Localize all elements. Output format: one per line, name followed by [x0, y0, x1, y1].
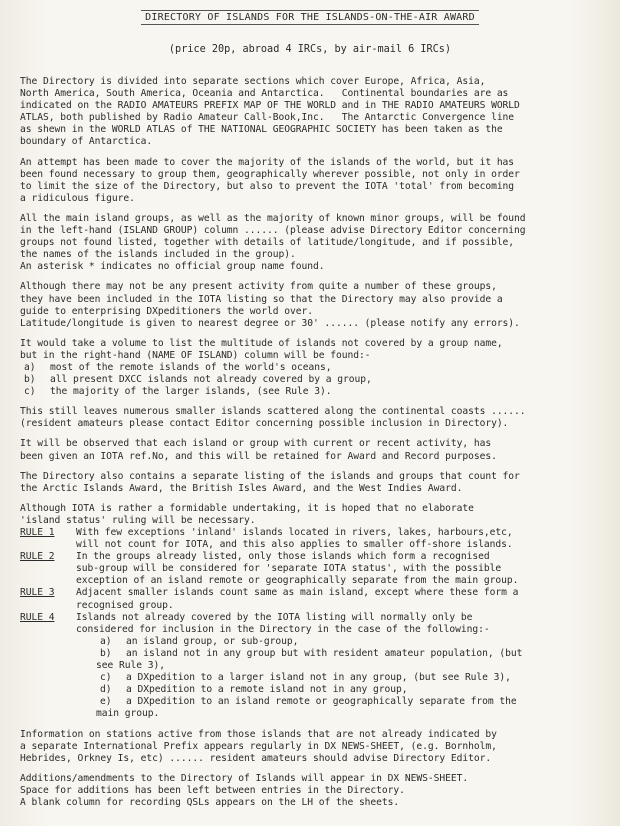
- rule-4: RULE 4 Islands not already covered by the IOTA listing will normally only be considered for inclusion in the Directory in the case of the following:-: [20, 611, 490, 635]
- rule-1: RULE 1 With few exceptions 'inland' islands located in rivers, lakes, harbours,etc, will not count for IOTA, and this also applies to smaller off-shore islands.: [20, 527, 513, 551]
- list-item: b) all present DXCC islands not already covered by a group,: [24, 374, 372, 386]
- rules-list: [20, 527, 612, 636]
- paragraph-name-of-island: It would take a volume to list the multitude of islands not covered by a group name, but in the right-hand (NAME OF ISLAND) column will be found:-: [20, 337, 503, 361]
- paragraph-grouping: An attempt has been made to cover the majority of the islands of the world, but it has been found necessary to group them, geographically wherever possible, not only in order to limit the size of the Directory, but also to prevent the IOTA 'total' from becoming a ridiculous figure.: [20, 156, 520, 204]
- rule-3: RULE 3 Adjacent smaller islands count same as main island, except where these form a recognised group.: [20, 587, 519, 611]
- paragraph-latitude: Latitude/longitude is given to nearest degree or 30' ...... (please notify any errors).: [20, 317, 520, 329]
- paragraph-dx-news-sheet: Information on stations active from those islands that are not already indicated by a separate International Prefix appears regularly in DX NEWS-SHEET, (e.g. Bornholm, Hebrides, Orkney Is, etc) ...... resident amateurs should advise Directory Editor.: [20, 728, 497, 764]
- list-item: a) an island group, or sub-group,: [100, 635, 299, 647]
- paragraph-iota-ref: It will be observed that each island or group with current or recent activity, has been given an IOTA ref.No, and this will be retained for Award and Record purposes.: [20, 438, 497, 462]
- rule-2: RULE 2 In the groups already listed, only those islands which form a recognised sub-group will be considered for 'separate IOTA status', with the possible exception of an island remote or geographically separate from the main group.: [20, 551, 519, 587]
- paragraph-island-groups: All the main island groups, as well as the majority of known minor groups, will be found in the left-hand (ISLAND GROUP) column ...... (please advise Directory Editor concerning groups not found listed, together with details of latitude/longitude, and if possible, the names of the islands included in the group).: [20, 212, 526, 261]
- list-item: c) the majority of the larger islands, (see Rule 3).: [24, 386, 332, 398]
- list-item: e) a DXpedition to an island remote or geographically separate from the main group.: [96, 696, 517, 720]
- rule-4-list: [20, 636, 612, 721]
- paragraph-coastal-islands: This still leaves numerous smaller islands scattered along the continental coasts ...... (resident amateurs please contact Editor concerning possible inclusion in Directory).: [20, 406, 526, 430]
- paragraph-asterisk-note: An asterisk * indicates no official group name found.: [20, 261, 325, 273]
- list-item: d) a DXpedition to a remote island not in any group,: [100, 684, 408, 696]
- document-body: [20, 76, 612, 817]
- paragraph-additions: Additions/amendments to the Directory of Islands will appear in DX NEWS-SHEET. Space for additions has been left between entries in the Directory. A blank column for recording QSLs appears on the LH of the sheets.: [20, 772, 469, 808]
- paragraph-other-awards: The Directory also contains a separate listing of the islands and groups that count for the Arctic Islands Award, the British Isles Award, and the West Indies Award.: [20, 470, 520, 494]
- paragraph-activity: Although there may not be any present activity from quite a number of these groups, they have been included in the IOTA listing so that the Directory may also provide a guide to enterprising DXpeditioners the world over.: [20, 281, 503, 317]
- document-title: DIRECTORY OF ISLANDS FOR THE ISLANDS-ON-THE-AIR AWARD: [0, 12, 620, 23]
- list-item: b) an island not in any group but with resident amateur population, (but see Rule 3),: [96, 647, 523, 672]
- price-line: (price 20p, abroad 4 IRCs, by air-mail 6 IRCs): [168, 44, 452, 55]
- paragraph-island-status: Although IOTA is rather a formidable undertaking, it is hoped that no elaborate 'island status' ruling will be necessary.: [20, 502, 474, 526]
- paragraph-sections: The Directory is divided into separate sections which cover Europe, Africa, Asia, North America, South America, Oceania and Antarctica. Continental boundaries are as indicated on the RADIO AMATEURS PREFIX MAP OF THE WORLD and in THE RADIO AMATEURS WORLD ATLAS, both published by Radio Amateur Call-Book,Inc. The Antarctic Convergence line as shewn in the WORLD ATLAS of THE NATIONAL GEOGRAPHIC SOCIETY has been taken as the boundary of Antarctica.: [20, 76, 520, 148]
- list-item: c) a DXpedition to a larger island not in any group, (but see Rule 3),: [100, 672, 511, 684]
- island-column-list: [20, 362, 612, 398]
- list-item: a) most of the remote islands of the world's oceans,: [24, 361, 332, 373]
